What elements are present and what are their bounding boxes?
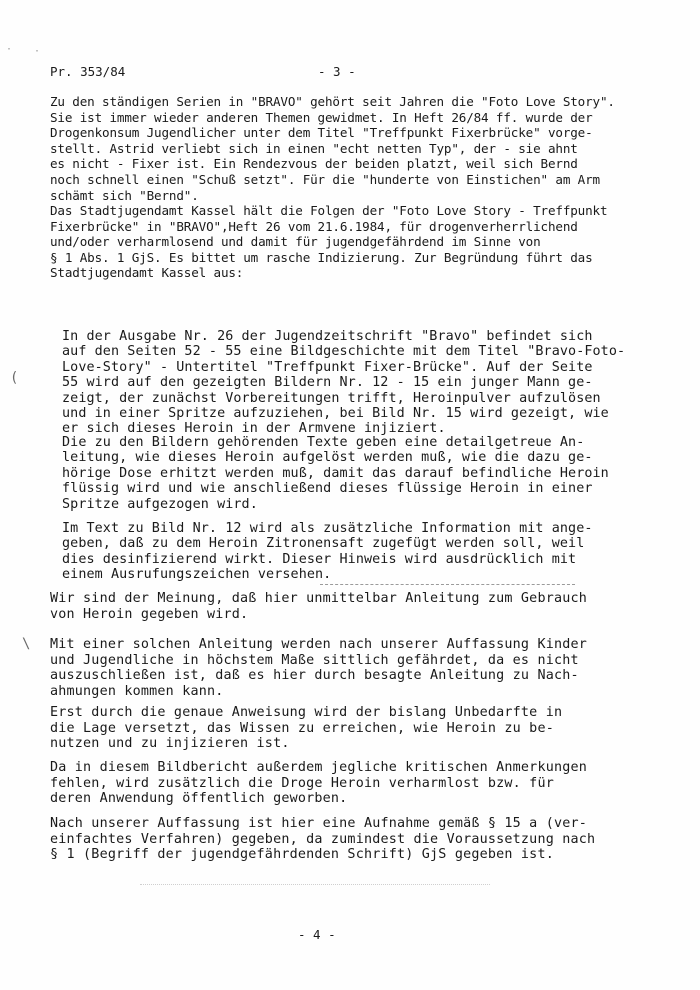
text-line: zeigt, der zunächst Vorbereitungen trifft, Heroinpulver aufzulösen xyxy=(62,390,601,406)
text-line: Erst durch die genaue Anweisung wird der bislang Unbedarfte in xyxy=(50,705,563,720)
text-line: nutzen und zu injizieren ist. xyxy=(50,736,290,752)
text-line: Im Text zu Bild Nr. 12 wird als zusätzliche Information mit ange- xyxy=(62,521,593,536)
text-line: § 1 Abs. 1 GjS. Es bittet um rasche Indizierung. Zur Begründung führt das xyxy=(50,249,593,265)
text-line: fehlen, wird zusätzlich die Droge Heroin verharmlost bzw. für xyxy=(50,775,554,791)
text-line: und in einer Spritze aufzuziehen, bei Bild Nr. 15 wird gezeigt, wie xyxy=(62,406,609,422)
text-line: Love-Story" - Untertitel "Treffpunkt Fixer-Brücke". Auf der Seite xyxy=(62,359,593,375)
intro-paragraph xyxy=(50,94,615,203)
margin-bracket-mark: ( xyxy=(10,370,19,386)
text-line: schämt sich "Bernd". xyxy=(50,187,199,203)
text-line: § 1 (Begriff der jugendgefährdenden Schrift) GjS gegeben ist. xyxy=(50,847,554,863)
text-line: Das Stadtjugendamt Kassel hält die Folgen der "Foto Love Story - Treffpunkt xyxy=(50,203,608,218)
text-line: deren Anwendung öffentlich geworben. xyxy=(50,791,348,807)
text-line: Mit einer solchen Anleitung werden nach unserer Auffassung Kinder xyxy=(50,637,588,652)
text-line: einfachtes Verfahren) gegeben, da zumindest die Voraussetzung nach xyxy=(50,831,596,847)
text-line: ahmungen kommen kann. xyxy=(50,683,224,699)
text-line: Nach unserer Auffassung ist hier eine Aufnahme gemäß § 15 a (ver- xyxy=(50,816,588,831)
body-paragraph-2 xyxy=(50,637,587,699)
quote-paragraph-1 xyxy=(62,329,625,437)
text-line: dies desinfizierend wirkt. Dieser Hinweis wird ausdrücklich mit xyxy=(62,551,577,567)
stadtjugendamt-paragraph xyxy=(50,203,607,281)
text-line: Fixerbrücke" in "BRAVO",Heft 26 vom 21.6.1984, für drogenverherrlichend xyxy=(50,218,578,234)
text-line: noch schnell einen "Schuß setzt". Für die "hunderte von Einstichen" am Arm xyxy=(50,171,600,187)
text-line: es nicht - Fixer ist. Ein Rendezvous der beiden platzt, weil sich Bernd xyxy=(50,156,578,172)
page-number: - 3 - xyxy=(318,64,356,79)
text-line: er sich dieses Heroin in der Armvene injiziert. xyxy=(62,421,446,437)
text-line: Spritze aufgezogen wird. xyxy=(62,496,258,512)
text-line: Wir sind der Meinung, daß hier unmittelbar Anleitung zum Gebrauch xyxy=(50,591,588,606)
text-line: Stadtjugendamt Kassel aus: xyxy=(50,265,244,281)
text-line: Zu den ständigen Serien in "BRAVO" gehört seit Jahren die "Foto Love Story". xyxy=(50,94,615,109)
text-line: auszuschließen ist, daß es hier durch besagte Anleitung zu Nach- xyxy=(50,668,579,684)
text-line: Da in diesem Bildbericht außerdem jegliche kritischen Anmerkungen xyxy=(50,760,588,775)
body-paragraph-4 xyxy=(50,760,587,807)
margin-tick-mark: \ xyxy=(22,636,31,652)
text-line: hörige Dose erhitzt werden muß, damit das darauf befindliche Heroin xyxy=(62,465,609,481)
text-line: geben, daß zu dem Heroin Zitronensaft zugefügt werden soll, weil xyxy=(62,536,585,552)
body-paragraph-5 xyxy=(50,816,595,863)
body-paragraph-1 xyxy=(50,591,587,622)
text-line: und/oder verharmlosend und damit für jugendgefährdend im Sinne von xyxy=(50,234,541,250)
text-line: die Lage versetzt, das Wissen zu erreichen, wie Heroin zu be- xyxy=(50,720,554,736)
scan-speck: · xyxy=(6,44,13,55)
scan-speck: · xyxy=(34,46,41,57)
quote-end-rule xyxy=(320,584,575,585)
quote-paragraph-2 xyxy=(62,435,609,512)
text-line: einem Ausrufungszeichen versehen. xyxy=(62,567,332,583)
text-line: flüssig wird und wie anschließend dieses flüssige Heroin in einer xyxy=(62,481,593,497)
text-line: von Heroin gegeben wird. xyxy=(50,606,249,622)
text-line: Drogenkonsum Jugendlicher unter dem Titel "Treffpunkt Fixerbrücke" vorge- xyxy=(50,125,593,141)
quote-paragraph-3 xyxy=(62,521,593,583)
text-line: In der Ausgabe Nr. 26 der Jugendzeitschrift "Bravo" befindet sich xyxy=(62,329,593,344)
text-line: Sie ist immer wieder anderen Themen gewidmet. In Heft 26/84 ff. wurde der xyxy=(50,109,593,125)
next-page-number: - 4 - xyxy=(298,927,336,942)
text-line: und Jugendliche in höchstem Maße sittlich gefährdet, da es nicht xyxy=(50,652,579,668)
text-line: 55 wird auf den gezeigten Bildern Nr. 12 - 15 ein junger Mann ge- xyxy=(62,375,593,391)
text-line: Die zu den Bildern gehörenden Texte geben eine detailgetreue An- xyxy=(62,435,585,450)
text-line: stellt. Astrid verliebt sich in einen "echt netten Typ", der - sie ahnt xyxy=(50,140,578,156)
body-paragraph-3 xyxy=(50,705,562,752)
bottom-dotted-rule xyxy=(140,884,490,885)
document-reference: Pr. 353/84 xyxy=(50,64,126,79)
text-line: leitung, wie dieses Heroin aufgelöst werden muß, wie die dazu ge- xyxy=(62,450,593,466)
text-line: auf den Seiten 52 - 55 eine Bildgeschichte mit dem Titel "Bravo-Foto- xyxy=(62,344,626,360)
